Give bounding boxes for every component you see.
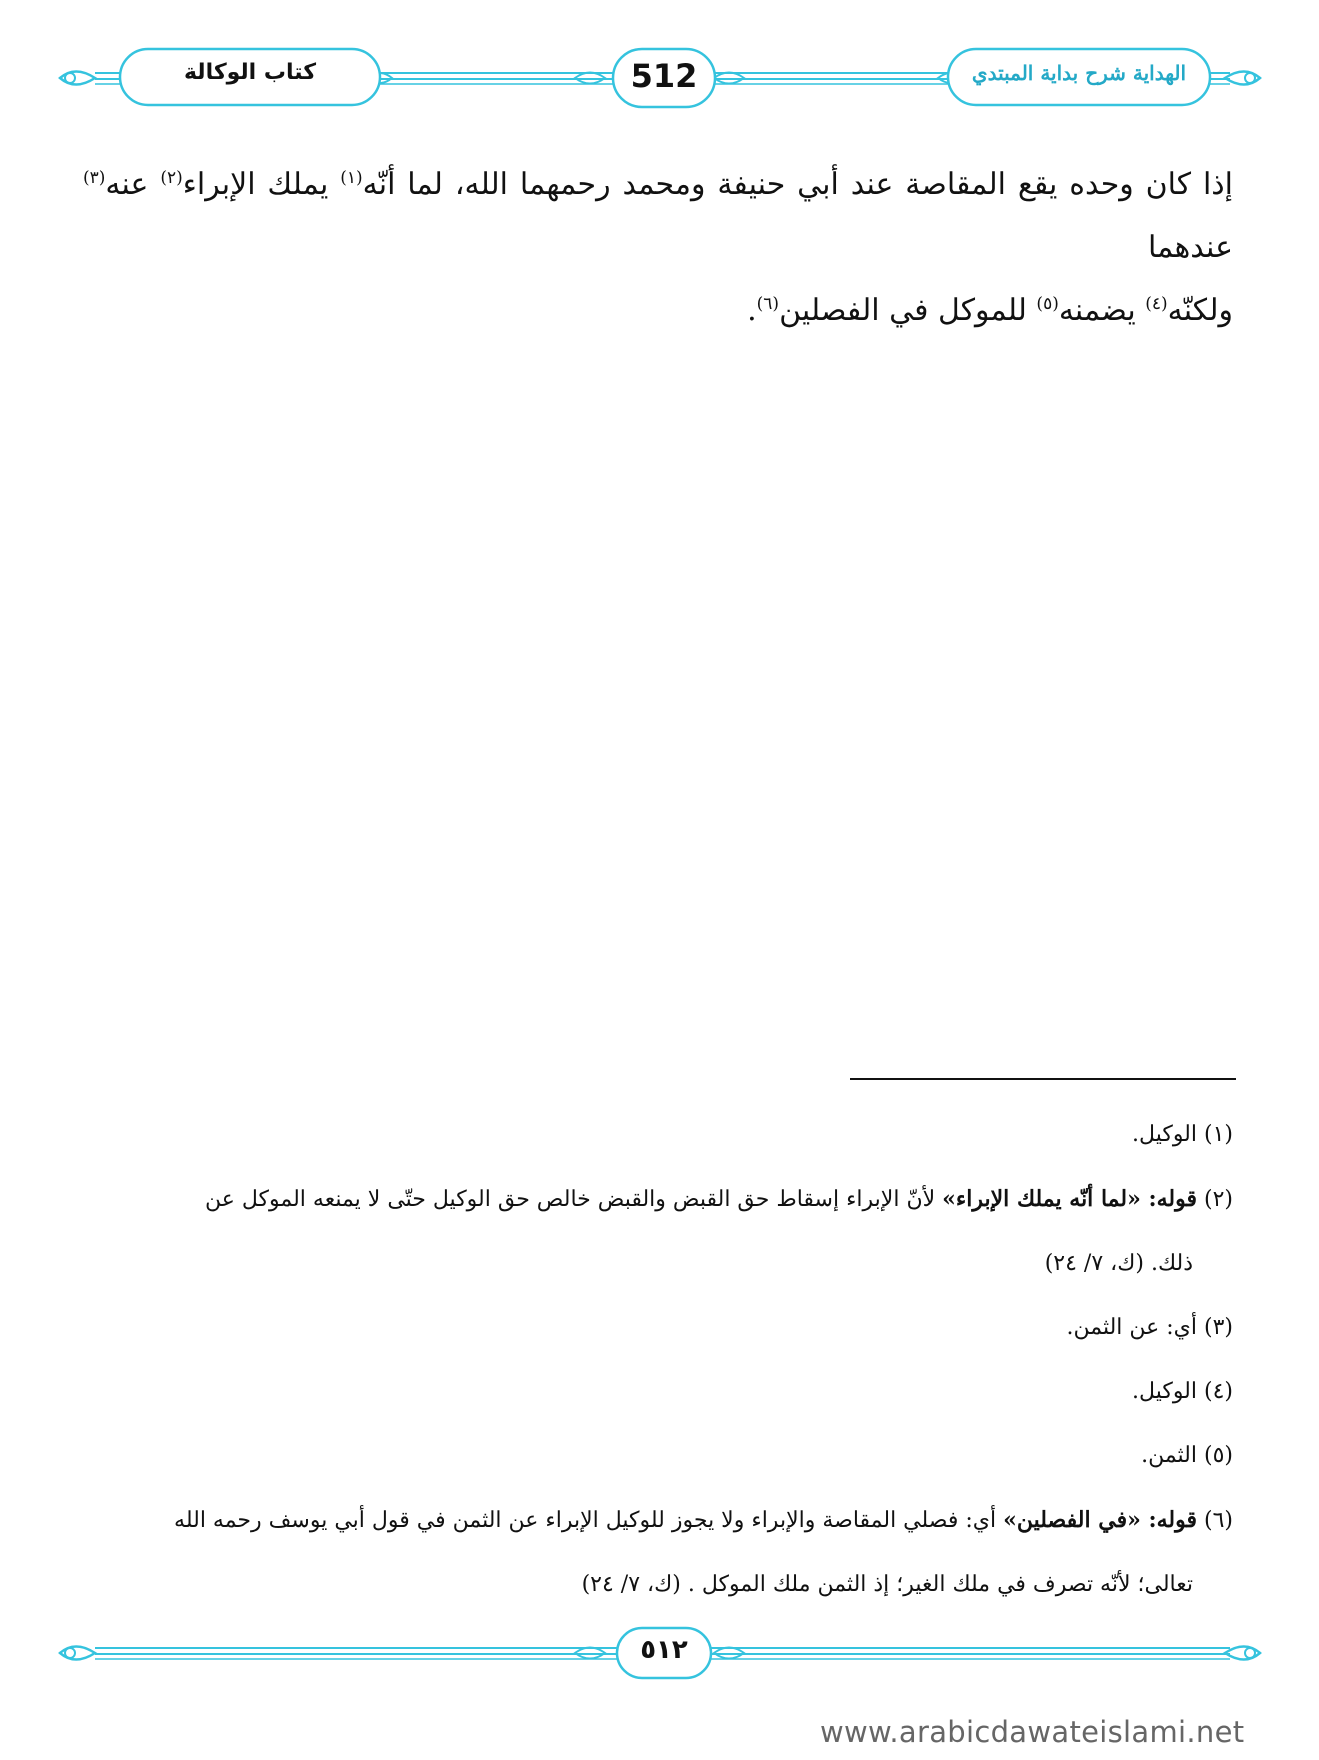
footer-page-number: ٥١٢ [640, 1635, 688, 1665]
footnote-6 [83, 1488, 1233, 1617]
header-frame [0, 25, 1319, 135]
book-title: الهداية شرح بداية المبتدي [971, 61, 1187, 85]
footnote-ref-5: (٥) [1036, 294, 1059, 314]
footnote-2 [83, 1167, 1233, 1296]
footnote-6-text: أي: فصلي المقاصة والإبراء ولا يجوز للوكيل الإبراء عن الثمن في قول أبي يوسف رحمه الله [174, 1508, 1004, 1533]
main-text-line1-d: عندهما [1147, 230, 1233, 265]
footnote-ref-2: (٢) [160, 168, 183, 188]
main-text-line2-a: ولكنّه [1167, 293, 1233, 328]
main-text-line2-b: يضمنه [1058, 293, 1146, 328]
footnote-2-number: (٢) [1197, 1187, 1233, 1212]
footnote-separator [850, 1078, 1236, 1080]
chapter-title: كتاب الوكالة [183, 60, 317, 85]
footer-frame [0, 1620, 1319, 1690]
footnote-6-continuation: تعالى؛ لأنّه تصرف في ملك الغير؛ إذ الثمن ملك الموكل . (ك، ٧/ ٢٤) [581, 1572, 1193, 1597]
footnote-2-continuation: ذلك. (ك، ٧/ ٢٤) [1044, 1251, 1193, 1276]
main-text-line2-c: للموكل في الفصلين [779, 293, 1037, 328]
main-text-line1-c: عنه [105, 167, 161, 202]
watermark-url[interactable]: www.arabicdawateislami.net [820, 1715, 1245, 1749]
footnote-4: (٤) الوكيل. [1132, 1379, 1233, 1404]
footnotes [83, 1103, 1233, 1617]
footnote-5: (٥) الثمن. [1141, 1443, 1233, 1468]
footnote-6-lemma: قوله: «في الفصلين» [1003, 1507, 1197, 1533]
footnote-ref-6: (٦) [756, 294, 780, 314]
main-text-line1-b: يملك الإبراء [182, 167, 341, 202]
page-number: 512 [630, 57, 698, 95]
main-text-line1-a: إذا كان وحده يقع المقاصة عند أبي حنيفة ومحمد رحمهما الله، لما أنّه [362, 167, 1233, 202]
main-text [83, 153, 1233, 342]
footnote-ref-4: (٤) [1145, 294, 1168, 314]
main-text-line2-end: . [747, 293, 757, 328]
footnote-ref-1: (١) [340, 168, 363, 188]
footnote-3: (٣) أي: عن الثمن. [1066, 1315, 1233, 1340]
footnote-6-number: (٦) [1197, 1508, 1233, 1533]
footnote-2-text: لأنّ الإبراء إسقاط حق القبض والقبض خالص حق الوكيل حتّى لا يمنعه الموكل عن [205, 1187, 943, 1212]
footnote-2-lemma: قوله: «لما أنّه يملك الإبراء» [942, 1186, 1197, 1212]
footnote-ref-3: (٣) [83, 168, 106, 188]
footnote-1: (١) الوكيل. [1132, 1122, 1233, 1147]
